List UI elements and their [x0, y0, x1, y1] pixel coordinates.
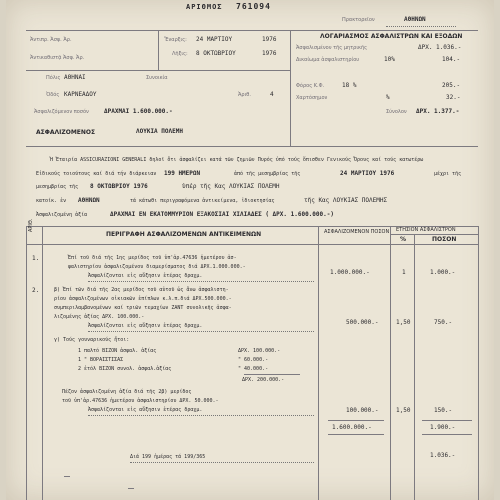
body-line-5a: Ἀσφαλιζομένη ἀξία	[36, 212, 88, 218]
policy-document	[6, 0, 494, 500]
item1-amount: 1.000.000.-	[330, 269, 370, 276]
district-label: Συνοικία	[146, 75, 168, 81]
insured-value: ΛΟΥΚΙΑ ΠΟΛΕΜΗ	[136, 128, 183, 135]
item1-line2: φαλιστηρίου ἀσφαλιζομένου διαμερίσματος διά ΔΡΧ.1.000.000.-	[68, 264, 246, 270]
account-row1-value: ΔΡΧ. 1.036.-	[418, 44, 462, 51]
days-underline	[130, 462, 314, 463]
end-year: 1976	[262, 50, 277, 57]
item2-sum: 750.-	[434, 319, 453, 326]
fur-line-3: 2 ἐτόλ ΒΙΖΟΝ συνολ. ἀσφαλ.ἀξίας	[78, 366, 172, 372]
table-col-num-rule	[42, 226, 43, 500]
number-value: 4	[270, 91, 274, 98]
account-row1-label: Ἀσφαλισμένον τῆς μητρικῆς	[296, 45, 368, 51]
account-row2-label: Δικαίωμα ἀσφαλιστηρίου	[296, 57, 360, 63]
body-line-3c: ὑπέρ τῆς Κας ΛΟΥΚΙΑΣ ΠΟΛΕΜΗ	[182, 183, 280, 190]
item1-line3: Ἀσφαλίζονται εἰς αὔξησιν ἑτέρας δραχμ.	[88, 273, 203, 279]
agent-label: Ἀντιπρ. Ἀσφ. Ἀρ.	[30, 37, 72, 43]
insured-label: ΑΣΦΑΛΙΖΟΜΕΝΟΣ	[36, 129, 96, 136]
start-label: Ἔναρξις:	[164, 37, 187, 43]
body-line-2a: Εἰδικούς τοιούτους καί διά τήν διάρκειαν	[36, 171, 157, 177]
account-total-label: Σύνολον	[386, 109, 407, 115]
dash-mark-2	[128, 488, 134, 489]
box-divider-2	[290, 30, 291, 146]
item2-line2: ρίου ἀσφαλιζομένων οἰκιακῶν ἐπίπλων κ.λ.π.διά ΔΡΧ.500.000.-	[54, 296, 232, 302]
body-line-4a: κατοίκ. ἐν	[36, 198, 67, 204]
fur-line-2: 1 " ΒΟΡΑΙΣΤΙΣΑΣ	[78, 357, 124, 363]
street-value: ΚΑΡΝΕΑΔΟΥ	[64, 91, 97, 98]
agency-value: ΑΘΗΝΩΝ	[404, 16, 426, 23]
policy-number-label: ΑΡΙΘΜΟΣ	[186, 3, 223, 11]
header-bottom-rule	[26, 146, 478, 147]
address-rule	[26, 70, 290, 71]
city-label: Πόλις	[46, 75, 61, 81]
remainder-amount: 100.000.-	[346, 407, 379, 414]
account-row3-label: Φόρος Κ.Φ.	[296, 83, 325, 89]
table-left-border	[26, 226, 27, 500]
col-amount-header: ΑΣΦΑΛΙΖΟΜΕΝΟΝ ΠΟΣΟΝ	[324, 229, 390, 235]
col-num-header: ΑΡΙΘ.	[28, 218, 34, 232]
col-premium-header: ΕΤΗΣΙΟΝ ΑΣΦΑΛΙΣΤΡΟΝ	[396, 227, 456, 233]
col-desc-header: ΠΕΡΙΓΡΑΦΗ ΑΣΦΑΛΙΖΟΜΕΝΩΝ ΑΝΤΙΚΕΙΜΕΝΩΝ	[106, 231, 262, 238]
fur-title: γ) Τούς γουναρικούς ἤτοι:	[54, 337, 130, 343]
item2-line5: Ἀσφαλίζονται εἰς αὔξησιν ἑτέρας δραχμ.	[88, 323, 203, 329]
account-row3-value: 205.-	[442, 82, 461, 89]
grand-total-amount: 1.600.000.-	[332, 424, 372, 431]
fur-line-1-value: ΔΡΧ. 100.000.-	[238, 348, 281, 354]
remainder-line-1: Πέζον ἀσφαλιζομένη ἀξία διά τῆς 2β) μερίδος	[62, 389, 192, 395]
start-date: 24 ΜΑΡΤΙΟΥ	[196, 36, 233, 43]
policy-number: 761094	[236, 2, 271, 11]
body-line-2d: 24 ΜΑΡΤΙΟΥ 1976	[340, 170, 395, 177]
table-header-rule	[26, 244, 478, 245]
item2-line4: λιζομένης ἀξίας ΔΡΧ. 100.000.-	[54, 314, 145, 320]
body-line-5b: ΔΡΑΧΜΑΙ ΕΝ ΕΚΑΤΟΜΜΥΡΙΟΝ ΕΞΑΚΟΣΙΑΙ ΧΙΛΙΑΔΕΣ ( ΔΡΧ. 1.600.000.-)	[110, 211, 334, 218]
body-line-2c: ἀπό τῆς μεσημβρίας τῆς	[234, 171, 301, 177]
amount-label: Ἀσφαλιζόμενον ποσόν	[34, 109, 89, 115]
item2-rate: 1,50	[396, 319, 411, 326]
street-label: Ὁδός	[46, 92, 60, 98]
col-rate-header: %	[400, 236, 407, 243]
account-total-value: ΔΡΧ. 1.377.-	[416, 108, 460, 115]
account-title: ΛΟΓΑΡΙΑΣΜΟΣ ΑΣΦΑΛΙΣΤΡΩΝ ΚΑΙ ΕΞΟΔΩΝ	[320, 33, 463, 40]
days-sum: 1.036.-	[430, 452, 456, 459]
amount-value: ΔΡΑΧΜΑΙ 1.600.000.-	[104, 108, 173, 115]
item2-line3: συμπεριλαμβανομένων καί τριῶν τεμαχίων ΖΑΝΤ συνολικῆς ἀσφα-	[54, 305, 232, 311]
body-line-1: Ἡ Ἑταιρία ASSICURAZIONI GENERALI δηλοῖ ὅτι ἀσφαλίζει κατά τῶν ζημιῶν Πυρός ὑπό τούς ὅπισθεν Γενικούς Ὅρους καί τούς κατωτέρω	[50, 157, 424, 163]
box-divider-1	[158, 30, 159, 70]
body-line-2e: μέχρι τῆς	[434, 171, 462, 177]
item1-underline	[88, 281, 314, 282]
start-year: 1976	[262, 36, 277, 43]
agency-label: Πρακτορεῖον	[342, 17, 375, 23]
account-row4-label: Χαρτόσημον	[296, 95, 328, 101]
grand-sum-rule	[422, 420, 472, 421]
grand-total-rule-2	[328, 434, 384, 435]
table-premium-subrule	[390, 234, 478, 235]
item1-number: 1.	[32, 255, 40, 262]
account-row4-pct: %	[386, 94, 390, 101]
remainder-line-3: Ἀσφαλίζονται εἰς αὔξησιν ἑτέρας δραχμ.	[88, 407, 203, 413]
item1-sum: 1.000.-	[430, 269, 456, 276]
account-row3-pct: 18 %	[342, 82, 357, 89]
body-line-4b: ΑΘΗΝΩΝ	[78, 197, 100, 204]
fur-line-1: 1 παλτό ΒΙΖΟΝ ἀσφαλ. ἀξίας	[78, 348, 157, 354]
end-date: 8 ΟΚΤΩΒΡΙΟΥ	[196, 50, 236, 57]
top-rule	[26, 30, 478, 31]
table-col-sum-rule	[414, 234, 415, 500]
body-line-4d: τῆς Κας ΛΟΥΚΙΑΣ ΠΟΛΕΜΗΣ	[304, 197, 388, 204]
fur-line-3-value: " 40.000.-	[238, 366, 269, 372]
item2-underline	[88, 331, 314, 332]
account-row2-value: 104.-	[442, 56, 461, 63]
fur-subtotal-rule	[244, 374, 300, 375]
remainder-underline	[88, 415, 314, 416]
grand-total-rule	[328, 420, 384, 421]
table-col-rate-rule	[390, 226, 391, 500]
body-line-2b: 199 ΗΜΕΡΩΝ	[164, 170, 201, 177]
number-label: Ἀριθ.	[238, 92, 251, 98]
table-right-border	[478, 226, 479, 500]
body-line-3a: μεσημβρίας τῆς	[36, 184, 79, 190]
fur-line-2-value: " 60.000.-	[238, 357, 269, 363]
item2-amount: 500.000.-	[346, 319, 379, 326]
grand-sum-rule-2	[422, 434, 472, 435]
remainder-line-2: τοῦ ὑπ'ἀρ.47636 ἡμετέρου ἀσφαλιστηρίου ΔΡΧ. 50.000.-	[62, 398, 219, 404]
days-line: Διά 199 ἡμέρας τά 199/365	[130, 454, 206, 460]
agent2-label: Ἀντικαθιστᾷ Ἀσφ. Ἀρ.	[30, 55, 85, 61]
col-sum-header: ΠΟΣΟΝ	[432, 236, 457, 243]
account-row2-pct: 10%	[384, 56, 395, 63]
grand-total-sum: 1.900.-	[430, 424, 456, 431]
agency-underline	[386, 26, 456, 27]
body-line-3b: 8 ΟΚΤΩΒΡΙΟΥ 1976	[90, 183, 148, 190]
dash-mark-1	[64, 476, 70, 477]
table-col-amount-rule	[318, 226, 319, 500]
item2-number: 2.	[32, 287, 40, 294]
remainder-rate: 1,50	[396, 407, 411, 414]
item2-line1: β) Ἐπί τῶν διά τῆς 2ας μερίδος τοῦ αὐτοῦ ὡς ἄνω ἀσφαλιστη-	[54, 287, 229, 293]
remainder-sum: 150.-	[434, 407, 453, 414]
account-row4-value: 32.-	[446, 94, 461, 101]
item1-line1: Ἐπί τοῦ διά τῆς 1ης μερίδος τοῦ ὑπ'ἀρ.47636 ἡμετέρου ἀσ-	[68, 255, 237, 261]
body-line-4c: τά κάτωθι περιγραφόμενα ἀντικείμενα, ἰδιοκτησίας	[130, 198, 275, 204]
end-label: Λῆξις:	[172, 51, 188, 57]
fur-total: ΔΡΧ. 200.000.-	[242, 377, 285, 383]
item1-rate: 1	[402, 269, 406, 276]
city-value: ΑΘΗΝΑΙ	[64, 74, 86, 81]
